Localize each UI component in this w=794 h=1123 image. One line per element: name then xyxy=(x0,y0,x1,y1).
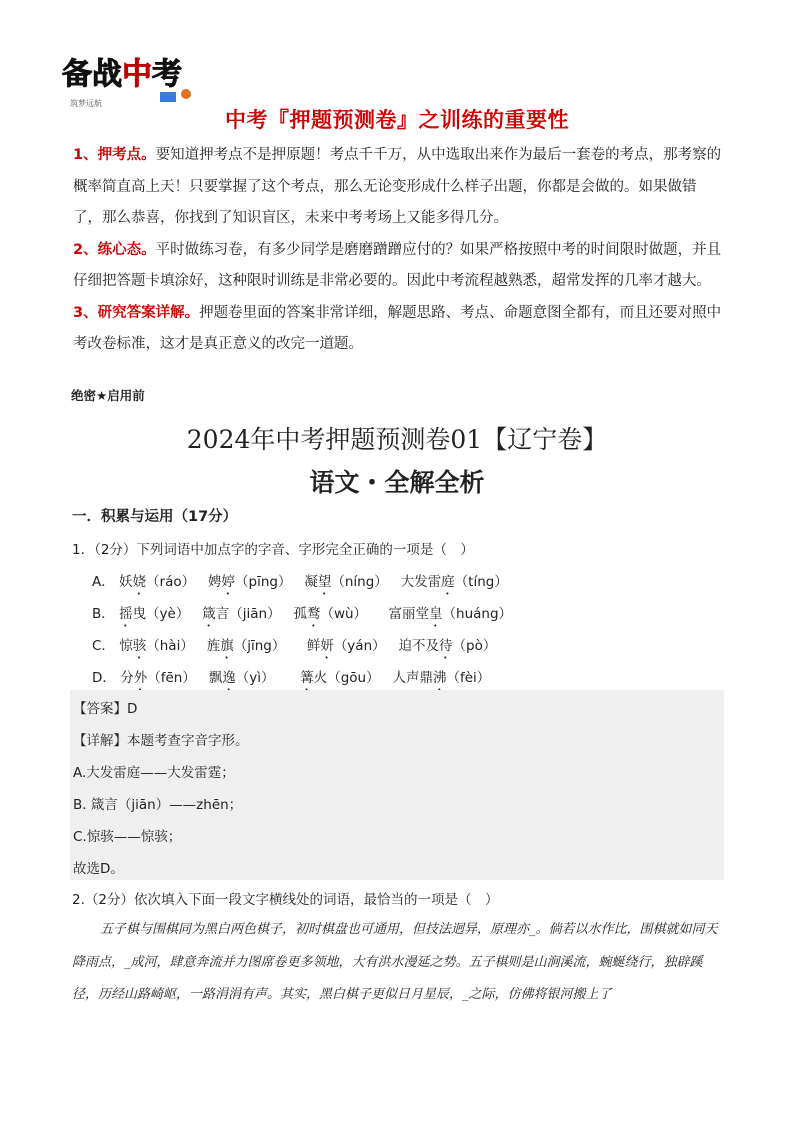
svg-text:考: 考 xyxy=(152,57,182,92)
analysis-line: A.大发雷庭——大发雷霆； xyxy=(73,765,235,781)
section-heading: 一．积累与运用（17分） xyxy=(72,509,238,525)
intro-point: 1、押考点。要知道押考点不是押原题！考点千千万，从中选取出来作为最后一套卷的考点，那考察的概率简直高上天！只要掌握了这个考点，那么无论变形成什么样子出题，你都是会做的。如果做错了，那么恭喜，你找到了知识盲区，未来中考考场上又能多得几分。 xyxy=(73,147,722,226)
option-a: A． 妖娆（ráo） 娉婷（pīng） 凝望（níng） 大发雷庭（tíng） xyxy=(92,574,508,590)
answer-panel xyxy=(70,690,724,880)
detail-text: 【详解】本题考查字音字形。 xyxy=(73,733,249,749)
intro-title: 中考『押题预测卷』之训练的重要性 xyxy=(225,108,569,132)
analysis-line: C.惊骇——惊骇； xyxy=(73,829,182,845)
option-d: D． 分外（fēn） 飘逸（yì） 篝火（gōu） 人声鼎沸（fèi） xyxy=(92,670,491,686)
question-2-stem: 2.（2分）依次填入下面一段文字横线处的词语，最恰当的一项是（ ） xyxy=(72,892,499,908)
intro-point: 3、研究答案详解。押题卷里面的答案非常详细，解题思路、考点、命题意图全都有，而且还要对照中考改卷标准，这才是真正意义的改完一道题。 xyxy=(73,304,722,352)
analysis-line: 故选D。 xyxy=(73,861,124,877)
exam-title: 2024年中考押题预测卷01【辽宁卷】 xyxy=(186,425,608,454)
svg-text:中: 中 xyxy=(122,57,152,92)
question-1-stem: 1．（2分）下列词语中加点字的字音、字形完全正确的一项是（ ） xyxy=(72,542,474,558)
svg-text:备战: 备战 xyxy=(62,57,122,92)
analysis-line: B. 箴言（jiān）——zhēn； xyxy=(73,797,243,813)
answer-text: 【答案】D xyxy=(73,701,138,717)
intro-point: 2、练心态。平时做练习卷，有多少同学是磨磨蹭蹭应付的？如果严格按照中考的时间限时做题，并且仔细把答题卡填涂好，这种限时训练是非常必要的。因此中考流程越熟悉，超常发挥的几率才越大。 xyxy=(73,241,722,289)
exam-subtitle: 语文・全解全析 xyxy=(309,468,485,497)
option-c: C． 惊骇（hài） 旌旗（jīng） 鲜妍（yán） 迫不及待（pò） xyxy=(92,638,497,654)
brand-logo xyxy=(60,50,200,112)
question-2-passage: 五子棋与围棋同为黑白两色棋子，初时棋盘也可通用，但技法迥异，原理亦_。倘若以水作比，围棋就如同天降雨点，_成河，肆意奔流并力图席卷更多领地，大有洪水漫延之势。五子棋则是山涧溪流，蜿蜒绕行，独辟蹊径，历经山路崎岖，一路涓涓有声。其实，黑白棋子更似日月星辰，_之际，仿佛将银河搬上了 xyxy=(72,922,718,1002)
secret-label: 绝密★启用前 xyxy=(71,388,145,403)
option-b: B． 摇曳（yè） 箴言（jiān） 孤鹜（wù） 富丽堂皇（huáng） xyxy=(92,606,513,622)
logo-lettering xyxy=(62,57,182,92)
intro-points xyxy=(73,140,725,361)
svg-text:筑梦远航: 筑梦远航 xyxy=(70,99,102,108)
